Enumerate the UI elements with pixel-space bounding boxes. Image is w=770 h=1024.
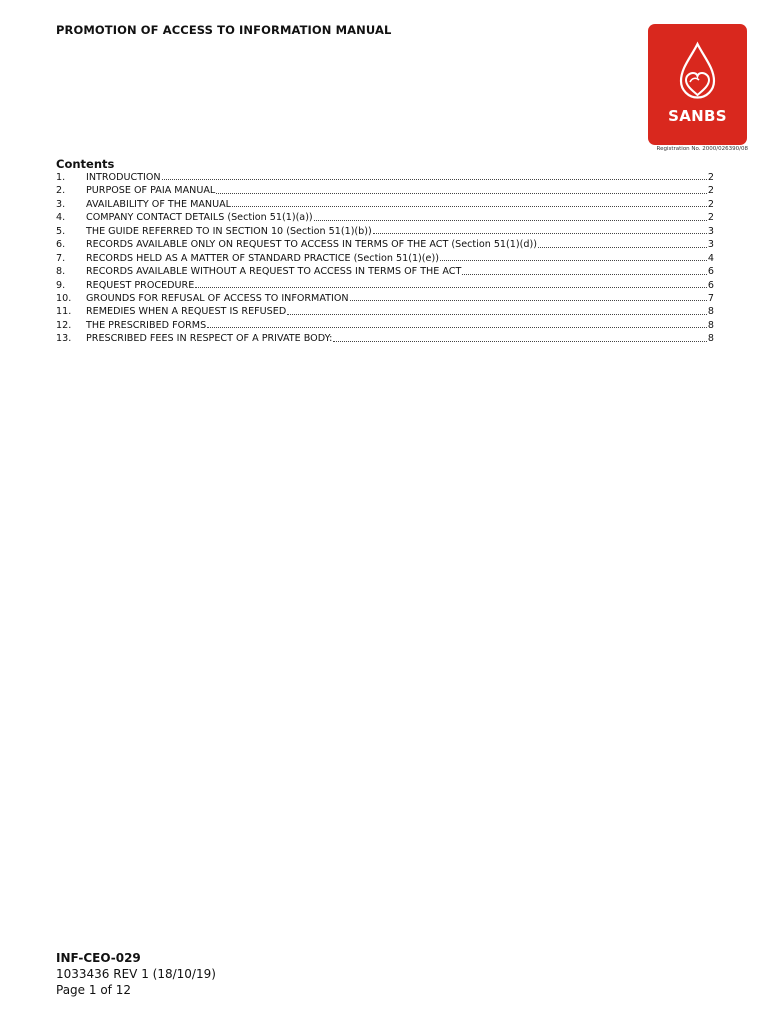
toc-entry-page: 6 (707, 279, 714, 291)
toc-entry-page: 4 (707, 252, 714, 264)
toc-entry[interactable] (56, 212, 714, 225)
toc-entry-number: 1. (56, 172, 66, 183)
table-of-contents (56, 172, 714, 347)
blood-drop-heart-icon (648, 24, 747, 145)
toc-entry[interactable] (56, 253, 714, 266)
toc-entry-number: 13. (56, 333, 72, 345)
toc-entry[interactable] (56, 320, 714, 333)
page-number: Page 1 of 12 (56, 983, 131, 997)
toc-entry-number: 2. (56, 185, 66, 197)
toc-dot-leader (333, 340, 707, 342)
toc-entry[interactable] (56, 266, 714, 279)
toc-entry-label: RECORDS HELD AS A MATTER OF STANDARD PRACTICE (Section 51(1)(e)) (86, 252, 439, 264)
document-footer (56, 950, 216, 998)
toc-entry-page: 3 (707, 239, 714, 251)
document-code: INF-CEO-029 (56, 951, 141, 965)
toc-entry[interactable] (56, 306, 714, 319)
toc-dot-leader (462, 273, 707, 275)
toc-entry[interactable] (56, 280, 714, 293)
document-revision: 1033436 REV 1 (18/10/19) (56, 967, 216, 981)
toc-entry-page: 3 (707, 225, 714, 237)
toc-entry-label: INTRODUCTION (86, 172, 161, 183)
toc-dot-leader (373, 232, 707, 234)
toc-entry-number: 12. (56, 319, 72, 331)
toc-entry-label: PURPOSE OF PAIA MANUAL (86, 185, 216, 197)
toc-entry-label: RECORDS AVAILABLE ONLY ON REQUEST TO ACCESS IN TERMS OF THE ACT (Section 51(1)(d)) (86, 239, 537, 251)
toc-entry-page: 8 (707, 319, 714, 331)
toc-entry-label: COMPANY CONTACT DETAILS (Section 51(1)(a)) (86, 212, 313, 224)
toc-entry-label: THE PRESCRIBED FORMS (86, 319, 207, 331)
toc-entry-number: 4. (56, 212, 66, 224)
toc-entry-number: 11. (56, 306, 72, 318)
toc-dot-leader (440, 259, 707, 261)
toc-entry-number: 8. (56, 266, 66, 278)
toc-entry-label: RECORDS AVAILABLE WITHOUT A REQUEST TO ACCESS IN TERMS OF THE ACT (86, 266, 462, 278)
toc-entry-page: 2 (707, 212, 714, 224)
toc-entry-number: 9. (56, 279, 66, 291)
document-title: PROMOTION OF ACCESS TO INFORMATION MANUAL (56, 23, 392, 37)
toc-entry-label: GROUNDS FOR REFUSAL OF ACCESS TO INFORMATION (86, 292, 349, 304)
toc-entry[interactable] (56, 226, 714, 239)
toc-entry-page: 8 (707, 306, 714, 318)
toc-dot-leader (314, 219, 707, 221)
logo-wordmark: SANBS (668, 107, 727, 125)
toc-entry-number: 7. (56, 252, 66, 264)
toc-entry[interactable] (56, 185, 714, 198)
toc-entry-label: REMEDIES WHEN A REQUEST IS REFUSED (86, 306, 287, 318)
toc-entry-number: 5. (56, 225, 66, 237)
toc-entry-page: 2 (707, 172, 714, 183)
registration-number: Registration No. 2000/026390/08 (656, 146, 748, 152)
toc-entry-label: REQUEST PROCEDURE (86, 279, 195, 291)
toc-dot-leader (287, 313, 707, 315)
toc-entry[interactable] (56, 293, 714, 306)
toc-dot-leader (207, 326, 707, 328)
toc-dot-leader (162, 178, 707, 180)
toc-entry[interactable] (56, 239, 714, 252)
toc-entry[interactable] (56, 199, 714, 212)
toc-entry[interactable] (56, 172, 714, 185)
toc-entry-label: THE GUIDE REFERRED TO IN SECTION 10 (Section 51(1)(b)) (86, 225, 372, 237)
toc-entry-number: 6. (56, 239, 66, 251)
toc-entry-page: 7 (707, 292, 714, 304)
toc-entry-number: 3. (56, 198, 66, 210)
toc-entry[interactable] (56, 333, 714, 346)
toc-entry-number: 10. (56, 292, 72, 304)
toc-dot-leader (232, 205, 707, 207)
toc-dot-leader (195, 286, 707, 288)
contents-heading: Contents (56, 157, 115, 171)
toc-entry-page: 8 (707, 333, 714, 345)
toc-entry-page: 6 (707, 266, 714, 278)
toc-entry-label: AVAILABILITY OF THE MANUAL (86, 198, 232, 210)
toc-dot-leader (216, 192, 707, 194)
toc-dot-leader (538, 246, 707, 248)
sanbs-logo (648, 24, 747, 145)
toc-entry-page: 2 (707, 198, 714, 210)
toc-entry-page: 2 (707, 185, 714, 197)
toc-entry-label: PRESCRIBED FEES IN RESPECT OF A PRIVATE BODY: (86, 333, 333, 345)
toc-dot-leader (350, 299, 707, 301)
